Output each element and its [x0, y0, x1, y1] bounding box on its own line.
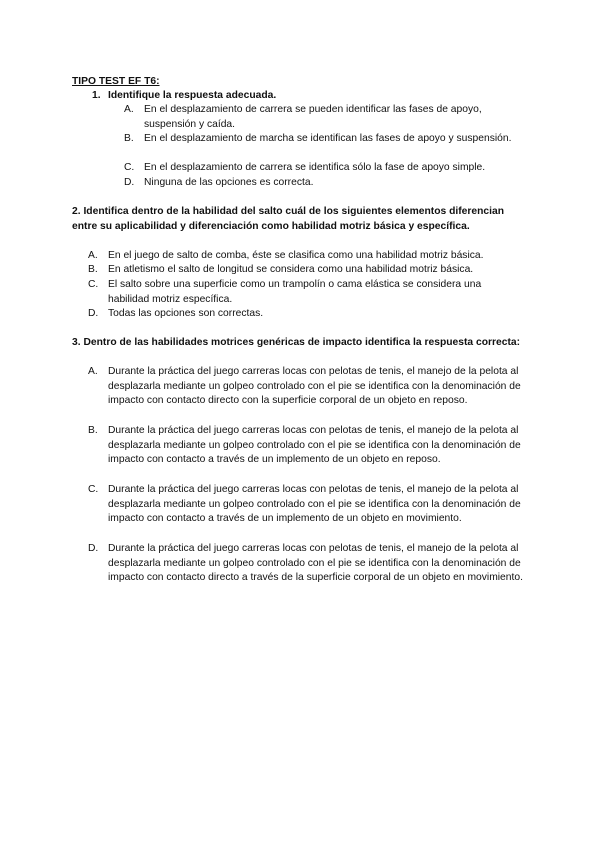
option-text: En el desplazamiento de carrera se pueden identificar las fases de apoyo, suspensión y caída. — [144, 104, 482, 130]
question-3-prompt: 3. Dentro de las habilidades motrices genéricas de impacto identifica la respuesta correcta: — [72, 337, 521, 348]
option-letter: B. — [88, 264, 98, 275]
option-text: Ninguna de las opciones es correcta. — [144, 177, 314, 188]
option-letter: A. — [88, 366, 98, 377]
option-letter: D. — [124, 177, 135, 188]
option-letter: B. — [124, 133, 134, 144]
option-letter: C. — [124, 162, 135, 173]
question-1-option-d — [124, 176, 524, 191]
question-2-option-a — [88, 249, 524, 264]
option-text: Todas las opciones son correctas. — [108, 308, 264, 319]
option-letter: B. — [88, 425, 98, 436]
option-letter: A. — [124, 104, 134, 115]
question-3-option-d — [88, 542, 524, 586]
option-letter: A. — [88, 250, 98, 261]
option-text: En el desplazamiento de marcha se identifican las fases de apoyo y suspensión. — [144, 133, 512, 144]
question-1-option-b — [124, 132, 524, 147]
option-text: Durante la práctica del juego carreras locas con pelotas de tenis, el manejo de la pelota al desplazarla mediante un golpeo controlado con el pie se identifica con la denominación de impacto con contacto directo con la superficie corporal de un objeto en reposo. — [108, 366, 521, 406]
question-1-prompt: Identifique la respuesta adecuada. — [108, 90, 277, 101]
document-title: TIPO TEST EF T6: — [72, 76, 160, 87]
question-3-option-c — [88, 483, 524, 527]
option-letter: D. — [88, 543, 99, 554]
option-text: Durante la práctica del juego carreras locas con pelotas de tenis, el manejo de la pelota al desplazarla mediante un golpeo controlado con el pie se identifica con la denominación de impacto con contacto a través de un implemento de un objeto en reposo. — [108, 425, 521, 465]
question-1-option-a — [124, 103, 524, 132]
question-1-option-c — [124, 161, 524, 176]
question-3-option-b — [88, 424, 524, 468]
question-1-number: 1. — [92, 90, 101, 101]
question-2-prompt: 2. Identifica dentro de la habilidad del salto cuál de los siguientes elementos diferencian entre su aplicabilidad y diferenciación como habilidad motriz básica y específica. — [72, 206, 505, 232]
option-text: Durante la práctica del juego carreras locas con pelotas de tenis, el manejo de la pelota al desplazarla mediante un golpeo controlado con el pie se identifica con la denominación de impacto con contacto a través de un implemento de un objeto en movimiento. — [108, 484, 521, 524]
question-2-option-b — [88, 263, 524, 278]
option-letter: C. — [88, 484, 99, 495]
question-2-option-d — [88, 307, 524, 322]
question-3-option-a — [88, 365, 524, 409]
question-1-heading — [92, 89, 276, 104]
option-text: En el juego de salto de comba, éste se clasifica como una habilidad motriz básica. — [108, 250, 484, 261]
option-letter: C. — [88, 279, 99, 290]
option-letter: D. — [88, 308, 99, 319]
option-text: Durante la práctica del juego carreras locas con pelotas de tenis, el manejo de la pelota al desplazarla mediante un golpeo controlado con el pie se identifica con la denominación de impacto con contacto directo a través de la superficie corporal de un objeto en movimiento. — [108, 543, 523, 583]
option-text: En el desplazamiento de carrera se identifica sólo la fase de apoyo simple. — [144, 162, 486, 173]
option-text: El salto sobre una superficie como un trampolín o cama elástica se considera una habilidad motriz específica. — [108, 279, 482, 305]
question-2-option-c — [88, 278, 524, 307]
option-text: En atletismo el salto de longitud se considera como una habilidad motriz básica. — [108, 264, 474, 275]
